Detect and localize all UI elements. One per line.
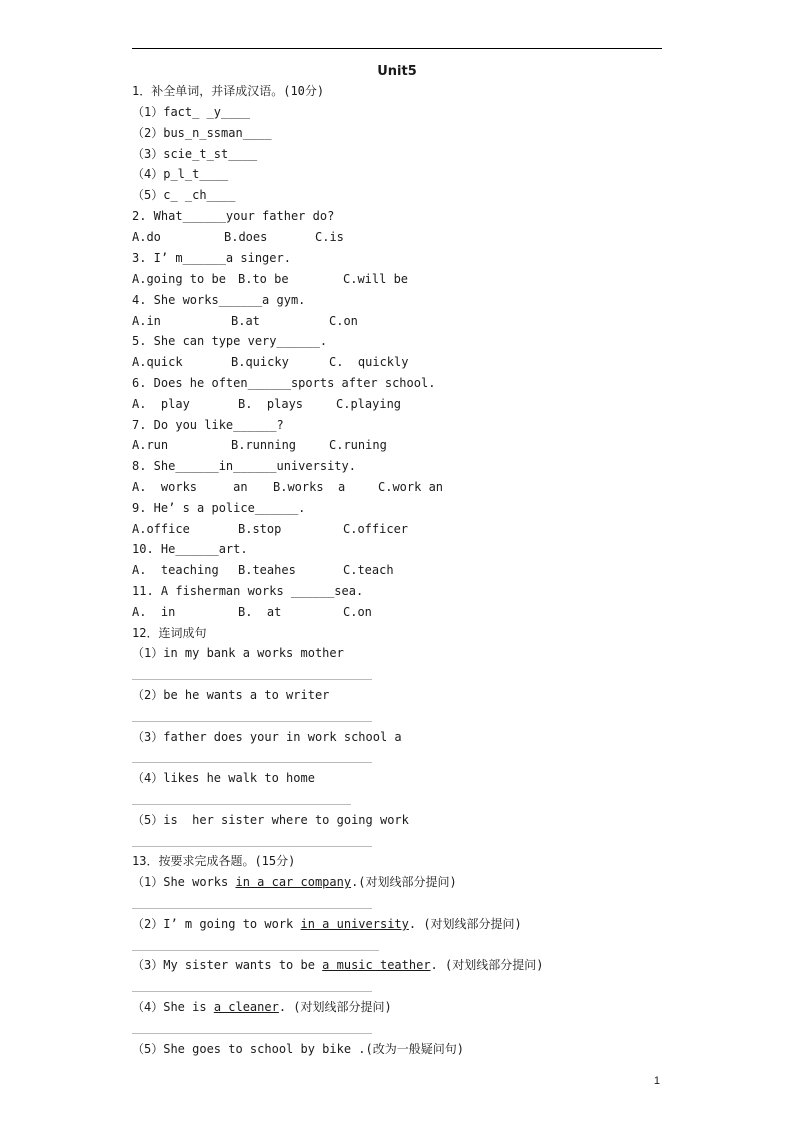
- answer-line[interactable]: [132, 950, 379, 951]
- mc-11-option-b: B. at: [238, 605, 282, 619]
- q13-item-3-text: （3）My sister wants to be: [132, 958, 323, 972]
- mc-9-option-c: C.officer: [343, 522, 409, 536]
- q1-item-3: （3）scie_t_st____: [132, 147, 258, 161]
- mc-10-options: [132, 563, 632, 577]
- mc-6-stem: 6. Does he often______sports after school.: [132, 376, 436, 390]
- q13-item-1: [132, 875, 457, 889]
- mc-7-stem: 7. Do you like______?: [132, 418, 284, 432]
- mc-7-option-a: A.run: [132, 438, 169, 452]
- q12-item-4: （4）likes he walk to home: [132, 771, 315, 785]
- question-13-stem: 13．按要求完成各题。(15分): [132, 854, 296, 868]
- answer-line[interactable]: [132, 679, 372, 680]
- mc-8-options: [132, 480, 632, 494]
- q13-item-4-instruction: . (对划线部分提问): [278, 1000, 392, 1014]
- mc-2-option-c: C.is: [315, 230, 344, 244]
- page-number: 1: [653, 1075, 660, 1087]
- q13-item-2-underlined: in a university: [300, 917, 409, 931]
- mc-10-option-a: A. teaching: [132, 563, 219, 577]
- q13-item-2-text: （2）I’ m going to work: [132, 917, 301, 931]
- mc-7-option-c: C.runing: [329, 438, 387, 452]
- q13-item-5-text: （5）She goes to school by bike .(改为一般疑问句): [132, 1042, 464, 1056]
- mc-3-option-a: A.going to be: [132, 272, 226, 286]
- q13-item-4: [132, 1000, 392, 1014]
- page-title: Unit5: [377, 64, 417, 79]
- mc-3-option-b: B.to be: [238, 272, 289, 286]
- mc-4-stem: 4. She works______a gym.: [132, 293, 306, 307]
- mc-5-option-b: B.quicky: [231, 355, 289, 369]
- q13-item-5: [132, 1042, 464, 1056]
- q13-item-1-instruction: .(对划线部分提问): [351, 875, 457, 889]
- mc-9-option-b: B.stop: [238, 522, 282, 536]
- mc-9-stem: 9. He’ s a police______.: [132, 501, 306, 515]
- mc-10-option-c: C.teach: [343, 563, 394, 577]
- answer-line[interactable]: [132, 804, 351, 805]
- mc-5-option-c: C. quickly: [329, 355, 409, 369]
- mc-7-option-b: B.running: [231, 438, 297, 452]
- answer-line[interactable]: [132, 908, 372, 909]
- answer-line[interactable]: [132, 762, 372, 763]
- mc-8-stem: 8. She______in______university.: [132, 459, 356, 473]
- q13-item-2: [132, 917, 522, 931]
- mc-4-option-c: C.on: [329, 314, 358, 328]
- mc-8-option-a: A. works an: [132, 480, 248, 494]
- q13-item-1-underlined: in a car company: [235, 875, 352, 889]
- q12-item-3: （3）father does your in work school a: [132, 730, 402, 744]
- header-rule: [132, 48, 662, 49]
- answer-line[interactable]: [132, 846, 372, 847]
- mc-5-options: [132, 355, 632, 369]
- q13-item-2-instruction: . (对划线部分提问): [408, 917, 522, 931]
- q13-item-3: [132, 958, 543, 972]
- q1-item-4: （4）p_l_t____: [132, 167, 229, 181]
- mc-11-option-c: C.on: [343, 605, 372, 619]
- q1-item-1: （1）fact_ _y____: [132, 105, 250, 119]
- mc-9-option-a: A.office: [132, 522, 190, 536]
- q12-item-1: （1）in my bank a works mother: [132, 646, 344, 660]
- mc-2-option-a: A.do: [132, 230, 161, 244]
- q13-item-3-underlined: a music teather: [322, 958, 431, 972]
- mc-3-option-c: C.will be: [343, 272, 409, 286]
- mc-2-stem: 2. What______your father do?: [132, 209, 335, 223]
- mc-11-option-a: A. in: [132, 605, 176, 619]
- mc-6-options: [132, 397, 632, 411]
- mc-10-option-b: B.teahes: [238, 563, 296, 577]
- mc-6-option-c: C.playing: [336, 397, 402, 411]
- q1-item-2: （2）bus_n_ssman____: [132, 126, 272, 140]
- answer-line[interactable]: [132, 721, 372, 722]
- mc-5-option-a: A.quick: [132, 355, 183, 369]
- q12-item-2: （2）be he wants a to writer: [132, 688, 330, 702]
- mc-7-options: [132, 438, 632, 452]
- mc-3-options: [132, 272, 632, 286]
- q13-item-4-underlined: a cleaner: [213, 1000, 279, 1014]
- question-1-stem: 1．补全单词，并译成汉语。(10分): [132, 84, 325, 98]
- mc-10-stem: 10. He______art.: [132, 542, 248, 556]
- mc-11-stem: 11. A fisherman works ______sea.: [132, 584, 364, 598]
- mc-11-options: [132, 605, 632, 619]
- mc-6-option-b: B. plays: [238, 397, 304, 411]
- q13-item-1-text: （1）She works: [132, 875, 236, 889]
- mc-3-stem: 3. I’ m______a singer.: [132, 251, 291, 265]
- q13-item-3-instruction: . (对划线部分提问): [430, 958, 544, 972]
- mc-5-stem: 5. She can type very______.: [132, 334, 328, 348]
- mc-9-options: [132, 522, 632, 536]
- answer-line[interactable]: [132, 991, 372, 992]
- mc-4-option-b: B.at: [231, 314, 260, 328]
- mc-2-options: [132, 230, 632, 244]
- mc-2-option-b: B.does: [224, 230, 268, 244]
- mc-4-option-a: A.in: [132, 314, 161, 328]
- mc-4-options: [132, 314, 632, 328]
- q13-item-4-text: （4）She is: [132, 1000, 214, 1014]
- mc-8-option-b: B.works a: [273, 480, 346, 494]
- mc-6-option-a: A. play: [132, 397, 190, 411]
- answer-line[interactable]: [132, 1033, 372, 1034]
- q12-item-5: （5）is her sister where to going work: [132, 813, 409, 827]
- q1-item-5: （5）c_ _ch____: [132, 188, 236, 202]
- question-12-stem: 12．连词成句: [132, 626, 207, 640]
- mc-8-option-c: C.work an: [378, 480, 444, 494]
